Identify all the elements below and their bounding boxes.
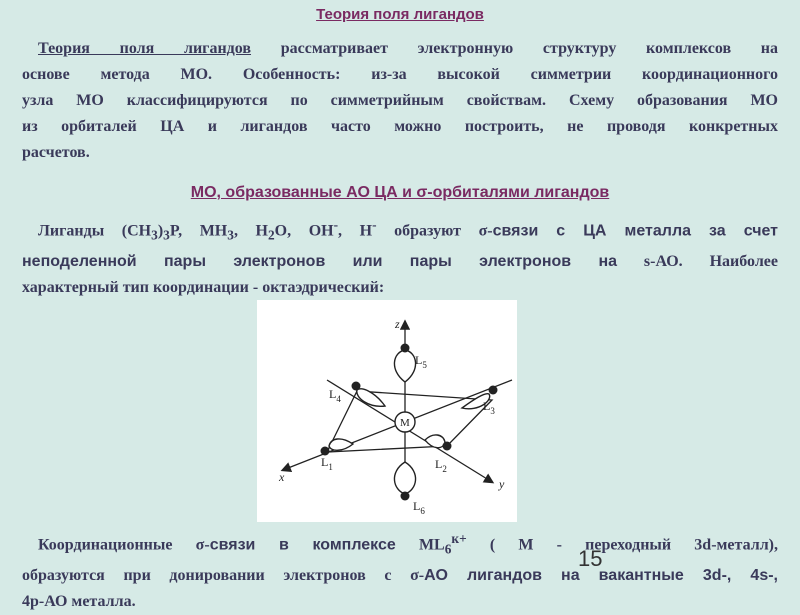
L3-label	[483, 399, 495, 416]
coordination-paragraph	[22, 526, 778, 615]
intro-line-2: основе метода МО. Особенность: из-за высокой симметрии координационного	[22, 66, 778, 83]
L4-orbital	[352, 382, 386, 407]
L2-label-sub: 2	[442, 464, 447, 474]
section-heading: МО, образованные АО ЦА и σ-орбиталями лигандов	[190, 184, 610, 201]
coordination-line-2	[22, 563, 778, 589]
M-label: M	[400, 417, 410, 429]
coord-text-b: связи в комплексе	[209, 536, 396, 554]
ligands-line-2b: s-АО. Наиболее	[617, 252, 778, 270]
L2-label	[435, 457, 447, 474]
L6-label	[413, 499, 425, 516]
ligand-formula-a: Лиганды (CH	[38, 222, 152, 240]
page-number: 15	[578, 546, 603, 571]
x-label: x	[279, 470, 285, 484]
octahedral-diagram	[257, 300, 517, 522]
slide-title: Теория поля лигандов	[316, 6, 484, 23]
L5-orbital	[394, 344, 415, 383]
coord-line-2b: АО лигандов на вакантные 3d-, 4s-,	[424, 566, 778, 584]
y-label: y	[499, 477, 505, 491]
coord-formula: ML	[395, 536, 445, 554]
L2-orbital	[425, 435, 452, 451]
L5-label-sub: 5	[422, 360, 427, 370]
ligand-text-h: связи с ЦА металла за счет	[492, 222, 779, 240]
ligand-formula-b: )	[157, 222, 164, 240]
L1-label-sub: 1	[328, 462, 333, 472]
term-ligand-field-theory: Теория поля лигандов	[38, 40, 252, 57]
z-label: z	[395, 317, 400, 331]
coordination-line-1	[22, 526, 778, 563]
ligand-formula-c: P, MH	[169, 222, 228, 240]
ligand-formula-e: O, OH	[274, 222, 334, 240]
L6-label-sub: 6	[420, 506, 425, 516]
L5-label-main: L	[415, 353, 423, 367]
intro-line-5: расчетов.	[22, 144, 90, 161]
ligand-formula-sub: 3	[163, 227, 170, 243]
L6-orbital	[394, 462, 415, 501]
L5-label	[415, 353, 427, 370]
coord-formula-sup: к+	[451, 531, 467, 546]
coord-text-a: Координационные σ-	[38, 536, 210, 554]
coordination-line-3: 4p-АО металла.	[22, 592, 136, 610]
ligand-formula-sup: -	[372, 217, 377, 232]
ligand-formula-sub: 3	[151, 227, 158, 243]
ligand-formula-f: , H	[338, 222, 373, 240]
L1-label	[321, 455, 333, 472]
intro-paragraph	[22, 36, 778, 166]
ligand-formula-sub: 3	[227, 227, 234, 243]
L1-orbital	[321, 439, 354, 456]
L3-label-sub: 3	[490, 406, 495, 416]
ligand-text-g: образуют σ-	[376, 222, 493, 240]
ligand-formula-d: , H	[233, 222, 268, 240]
intro-line-1	[22, 36, 778, 62]
ligand-formula-sub: 2	[267, 227, 275, 243]
L6-label-main: L	[413, 499, 421, 513]
L4-label-sub: 4	[336, 394, 341, 404]
L4-label-main: L	[329, 387, 337, 401]
ligands-line-3: характерный тип координации - октаэдрический:	[22, 278, 385, 296]
L4-label	[329, 387, 341, 404]
ligand-formula-sup: -	[333, 217, 339, 232]
coord-text-d: ( M - переходный 3d-металл),	[466, 536, 779, 554]
ligands-paragraph	[22, 212, 778, 301]
ligands-line-2a: неподеленной пары электронов или пары электронов на	[22, 252, 618, 270]
intro-line-1-rest: рассматривает электронную структуру комплексов на	[251, 40, 779, 57]
L2-label-main: L	[435, 457, 443, 471]
intro-line-3: узла МО классифицируются по симметрийным свойствам. Схему образования МО	[22, 92, 778, 109]
ligands-line-2	[22, 249, 778, 275]
intro-line-4: из орбиталей ЦА и лигандов часто можно построить, не проводя конкретных	[22, 118, 778, 135]
coord-line-2a: образуются при донировании электронов с σ-	[22, 566, 425, 584]
octahedral-diagram-svg	[257, 300, 517, 522]
ligands-line-1	[22, 212, 778, 249]
L1-label-main: L	[321, 455, 329, 469]
L3-label-main: L	[483, 399, 491, 413]
coord-formula-sub: 6	[444, 541, 452, 557]
